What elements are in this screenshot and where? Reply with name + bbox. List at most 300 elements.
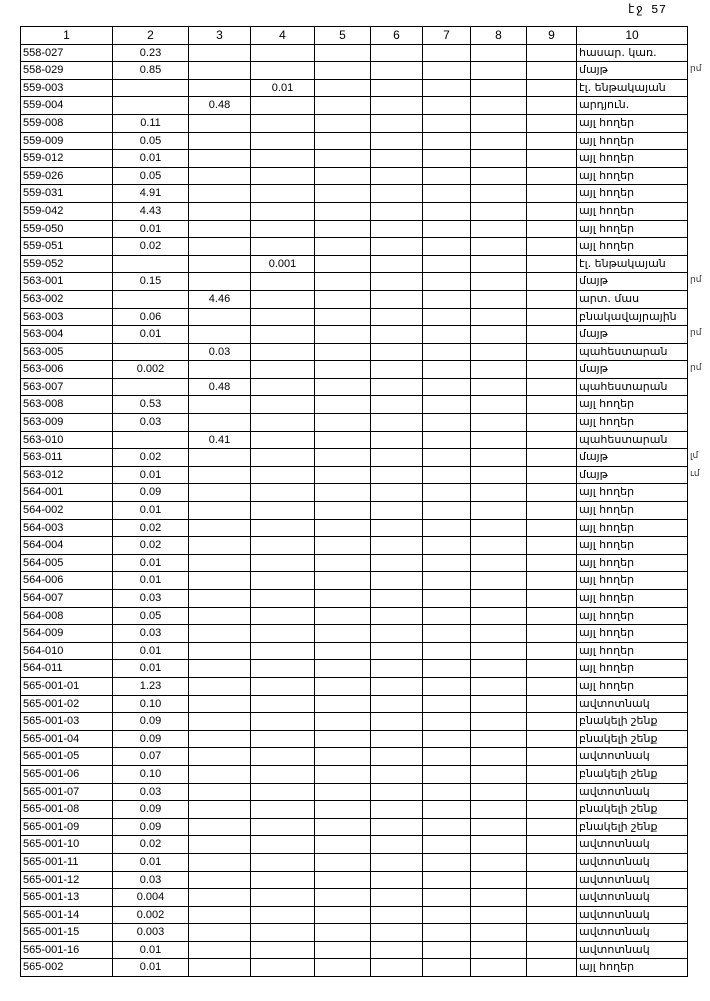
area-cell-col-3: 0.48 — [189, 97, 251, 115]
area-cell-col-3 — [189, 783, 251, 801]
area-cell-col-7 — [423, 730, 471, 748]
area-cell-col-8 — [471, 484, 527, 502]
area-cell-col-8 — [471, 924, 527, 942]
land-use-cell: ավտոտնակ — [577, 783, 688, 801]
area-cell-col-3 — [189, 114, 251, 132]
area-cell-col-9 — [527, 273, 577, 291]
area-cell-col-5 — [315, 466, 371, 484]
area-cell-col-3 — [189, 625, 251, 643]
area-cell-col-6 — [371, 713, 423, 731]
area-cell-col-7 — [423, 748, 471, 766]
area-cell-col-6 — [371, 44, 423, 62]
area-cell-col-4: 0.001 — [251, 255, 315, 273]
land-use-cell: այլ հողեր — [577, 150, 688, 168]
land-use-cell: այլ հողեր — [577, 238, 688, 256]
area-cell-col-6 — [371, 414, 423, 432]
area-cell-col-5 — [315, 748, 371, 766]
area-cell-col-4 — [251, 326, 315, 344]
margin-annotation: րմ — [690, 64, 702, 74]
parcel-code-cell: 563-010 — [21, 431, 113, 449]
area-cell-col-7 — [423, 765, 471, 783]
table-row — [21, 220, 688, 238]
area-cell-col-3 — [189, 185, 251, 203]
area-cell-col-3 — [189, 519, 251, 537]
area-cell-col-4 — [251, 695, 315, 713]
land-use-cell: այլ հողեր — [577, 590, 688, 608]
area-cell-col-8 — [471, 677, 527, 695]
area-cell-col-2: 0.05 — [113, 132, 189, 150]
area-cell-col-9 — [527, 114, 577, 132]
area-cell-col-5 — [315, 871, 371, 889]
land-use-cell: այլ հողեր — [577, 132, 688, 150]
area-cell-col-9 — [527, 290, 577, 308]
land-use-cell: ավտոտնակ — [577, 889, 688, 907]
column-header-10: 10 — [577, 27, 688, 45]
area-cell-col-3 — [189, 167, 251, 185]
area-cell-col-9 — [527, 449, 577, 467]
area-cell-col-4 — [251, 836, 315, 854]
column-header-6: 6 — [371, 27, 423, 45]
table-row — [21, 185, 688, 203]
area-cell-col-5 — [315, 519, 371, 537]
parcel-code-cell: 565-001-09 — [21, 818, 113, 836]
area-cell-col-5 — [315, 97, 371, 115]
area-cell-col-7 — [423, 713, 471, 731]
area-cell-col-4 — [251, 220, 315, 238]
area-cell-col-3: 0.03 — [189, 343, 251, 361]
land-use-cell: հասար. կառ. — [577, 44, 688, 62]
area-cell-col-3 — [189, 836, 251, 854]
area-cell-col-7 — [423, 625, 471, 643]
area-cell-col-6 — [371, 554, 423, 572]
area-cell-col-7 — [423, 202, 471, 220]
land-use-cell: այլ հողեր — [577, 677, 688, 695]
parcel-code-cell: 563-009 — [21, 414, 113, 432]
parcel-code-cell: 565-001-14 — [21, 906, 113, 924]
table-row — [21, 871, 688, 889]
column-header-4: 4 — [251, 27, 315, 45]
area-cell-col-4 — [251, 713, 315, 731]
area-cell-col-8 — [471, 853, 527, 871]
parcel-code-cell: 564-001 — [21, 484, 113, 502]
parcel-code-cell: 565-001-05 — [21, 748, 113, 766]
area-cell-col-3 — [189, 62, 251, 80]
area-cell-col-7 — [423, 484, 471, 502]
area-cell-col-5 — [315, 396, 371, 414]
table-row — [21, 361, 688, 379]
area-cell-col-9 — [527, 502, 577, 520]
area-cell-col-7 — [423, 801, 471, 819]
area-cell-col-9 — [527, 765, 577, 783]
land-use-cell: բնակելի շենք — [577, 713, 688, 731]
margin-annotation: րմ — [690, 363, 702, 373]
area-cell-col-3 — [189, 748, 251, 766]
header-row — [21, 27, 688, 45]
area-cell-col-9 — [527, 326, 577, 344]
area-cell-col-3 — [189, 484, 251, 502]
area-cell-col-4 — [251, 466, 315, 484]
area-cell-col-3 — [189, 765, 251, 783]
table-row — [21, 414, 688, 432]
area-cell-col-7 — [423, 97, 471, 115]
parcel-code-cell: 565-002 — [21, 959, 113, 977]
area-cell-col-5 — [315, 889, 371, 907]
parcel-code-cell: 565-001-02 — [21, 695, 113, 713]
area-cell-col-2: 0.01 — [113, 220, 189, 238]
area-cell-col-6 — [371, 748, 423, 766]
area-cell-col-6 — [371, 730, 423, 748]
table-row — [21, 132, 688, 150]
area-cell-col-4 — [251, 871, 315, 889]
area-cell-col-4 — [251, 906, 315, 924]
area-cell-col-2: 0.01 — [113, 660, 189, 678]
area-cell-col-6 — [371, 590, 423, 608]
land-use-cell: արտ. մաս — [577, 290, 688, 308]
area-cell-col-7 — [423, 677, 471, 695]
column-header-8: 8 — [471, 27, 527, 45]
area-cell-col-5 — [315, 167, 371, 185]
area-cell-col-4 — [251, 765, 315, 783]
area-cell-col-4 — [251, 959, 315, 977]
area-cell-col-4 — [251, 114, 315, 132]
area-cell-col-7 — [423, 167, 471, 185]
area-cell-col-6 — [371, 361, 423, 379]
area-cell-col-6 — [371, 660, 423, 678]
area-cell-col-5 — [315, 484, 371, 502]
area-cell-col-7 — [423, 853, 471, 871]
area-cell-col-2: 0.15 — [113, 273, 189, 291]
area-cell-col-8 — [471, 273, 527, 291]
area-cell-col-2: 0.01 — [113, 959, 189, 977]
area-cell-col-2: 0.10 — [113, 695, 189, 713]
area-cell-col-9 — [527, 677, 577, 695]
area-cell-col-9 — [527, 959, 577, 977]
parcel-code-cell: 565-001-13 — [21, 889, 113, 907]
column-header-2: 2 — [113, 27, 189, 45]
area-cell-col-3 — [189, 853, 251, 871]
parcel-code-cell: 564-009 — [21, 625, 113, 643]
area-cell-col-7 — [423, 361, 471, 379]
area-cell-col-6 — [371, 889, 423, 907]
area-cell-col-7 — [423, 132, 471, 150]
area-cell-col-9 — [527, 642, 577, 660]
area-cell-col-8 — [471, 959, 527, 977]
area-cell-col-8 — [471, 906, 527, 924]
area-cell-col-5 — [315, 572, 371, 590]
area-cell-col-8 — [471, 713, 527, 731]
table-row — [21, 765, 688, 783]
area-cell-col-7 — [423, 396, 471, 414]
area-cell-col-4 — [251, 396, 315, 414]
table-row — [21, 114, 688, 132]
area-cell-col-9 — [527, 695, 577, 713]
area-cell-col-9 — [527, 308, 577, 326]
area-cell-col-4 — [251, 677, 315, 695]
area-cell-col-3 — [189, 730, 251, 748]
table-row — [21, 730, 688, 748]
area-cell-col-2: 0.003 — [113, 924, 189, 942]
area-cell-col-6 — [371, 519, 423, 537]
area-cell-col-7 — [423, 836, 471, 854]
area-cell-col-6 — [371, 167, 423, 185]
land-use-cell: ավտոտնակ — [577, 836, 688, 854]
area-cell-col-5 — [315, 326, 371, 344]
area-cell-col-2: 0.01 — [113, 466, 189, 484]
table-row — [21, 537, 688, 555]
area-cell-col-8 — [471, 308, 527, 326]
area-cell-col-7 — [423, 79, 471, 97]
area-cell-col-5 — [315, 853, 371, 871]
area-cell-col-8 — [471, 431, 527, 449]
area-cell-col-8 — [471, 519, 527, 537]
area-cell-col-7 — [423, 572, 471, 590]
area-cell-col-3 — [189, 660, 251, 678]
area-cell-col-4 — [251, 590, 315, 608]
land-use-cell: բնակելի շենք — [577, 801, 688, 819]
parcel-code-cell: 563-011 — [21, 449, 113, 467]
parcel-code-cell: 565-001-15 — [21, 924, 113, 942]
parcel-code-cell: 563-006 — [21, 361, 113, 379]
area-cell-col-2: 0.03 — [113, 783, 189, 801]
area-cell-col-6 — [371, 378, 423, 396]
table-row — [21, 150, 688, 168]
area-cell-col-9 — [527, 537, 577, 555]
area-cell-col-8 — [471, 167, 527, 185]
area-cell-col-2: 0.01 — [113, 554, 189, 572]
area-cell-col-9 — [527, 431, 577, 449]
parcel-code-cell: 564-008 — [21, 607, 113, 625]
area-cell-col-8 — [471, 414, 527, 432]
parcel-code-cell: 563-003 — [21, 308, 113, 326]
area-cell-col-2: 0.03 — [113, 414, 189, 432]
land-use-cell: բնակելի շենք — [577, 818, 688, 836]
column-header-5: 5 — [315, 27, 371, 45]
area-cell-col-5 — [315, 185, 371, 203]
area-cell-col-2: 0.002 — [113, 361, 189, 379]
area-cell-col-6 — [371, 677, 423, 695]
parcel-code-cell: 559-026 — [21, 167, 113, 185]
area-cell-col-9 — [527, 238, 577, 256]
parcel-code-cell: 563-004 — [21, 326, 113, 344]
area-cell-col-2: 0.01 — [113, 941, 189, 959]
table-row — [21, 660, 688, 678]
parcel-code-cell: 559-050 — [21, 220, 113, 238]
area-cell-col-4 — [251, 132, 315, 150]
table-row — [21, 519, 688, 537]
area-cell-col-5 — [315, 695, 371, 713]
table-row — [21, 238, 688, 256]
area-cell-col-8 — [471, 871, 527, 889]
table-row — [21, 273, 688, 291]
area-cell-col-4 — [251, 431, 315, 449]
area-cell-col-5 — [315, 959, 371, 977]
area-cell-col-7 — [423, 871, 471, 889]
table-row — [21, 62, 688, 80]
area-cell-col-3 — [189, 642, 251, 660]
parcel-code-cell: 564-004 — [21, 537, 113, 555]
land-use-cell: մայթ — [577, 62, 688, 80]
area-cell-col-2: 0.002 — [113, 906, 189, 924]
parcel-code-cell: 564-011 — [21, 660, 113, 678]
area-cell-col-6 — [371, 449, 423, 467]
land-use-cell: այլ հողեր — [577, 519, 688, 537]
area-cell-col-9 — [527, 801, 577, 819]
area-cell-col-4 — [251, 889, 315, 907]
column-header-7: 7 — [423, 27, 471, 45]
table-row — [21, 836, 688, 854]
area-cell-col-5 — [315, 924, 371, 942]
area-cell-col-4 — [251, 361, 315, 379]
area-cell-col-3 — [189, 607, 251, 625]
area-cell-col-2: 0.02 — [113, 537, 189, 555]
area-cell-col-8 — [471, 220, 527, 238]
area-cell-col-2: 0.02 — [113, 238, 189, 256]
area-cell-col-4 — [251, 818, 315, 836]
area-cell-col-4 — [251, 730, 315, 748]
area-cell-col-6 — [371, 924, 423, 942]
area-cell-col-9 — [527, 396, 577, 414]
area-cell-col-7 — [423, 308, 471, 326]
table-row — [21, 783, 688, 801]
table-row — [21, 502, 688, 520]
area-cell-col-8 — [471, 818, 527, 836]
area-cell-col-6 — [371, 255, 423, 273]
area-cell-col-3 — [189, 924, 251, 942]
area-cell-col-2: 0.03 — [113, 625, 189, 643]
table-row — [21, 677, 688, 695]
parcel-code-cell: 564-002 — [21, 502, 113, 520]
area-cell-col-5 — [315, 431, 371, 449]
area-cell-col-5 — [315, 713, 371, 731]
area-cell-col-3 — [189, 590, 251, 608]
table-row — [21, 889, 688, 907]
area-cell-col-7 — [423, 783, 471, 801]
area-cell-col-8 — [471, 238, 527, 256]
parcel-code-cell: 563-007 — [21, 378, 113, 396]
area-cell-col-9 — [527, 62, 577, 80]
area-cell-col-5 — [315, 818, 371, 836]
area-cell-col-4 — [251, 748, 315, 766]
area-cell-col-7 — [423, 959, 471, 977]
area-cell-col-8 — [471, 79, 527, 97]
area-cell-col-2: 4.91 — [113, 185, 189, 203]
area-cell-col-5 — [315, 361, 371, 379]
area-cell-col-6 — [371, 484, 423, 502]
table-row — [21, 748, 688, 766]
parcel-code-cell: 559-031 — [21, 185, 113, 203]
area-cell-col-4 — [251, 625, 315, 643]
land-use-cell: այլ հողեր — [577, 572, 688, 590]
area-cell-col-3: 0.41 — [189, 431, 251, 449]
land-use-cell: այլ հողեր — [577, 537, 688, 555]
area-cell-col-6 — [371, 220, 423, 238]
land-use-cell: այլ հողեր — [577, 660, 688, 678]
area-cell-col-7 — [423, 660, 471, 678]
parcel-code-cell: 565-001-12 — [21, 871, 113, 889]
area-cell-col-8 — [471, 132, 527, 150]
area-cell-col-8 — [471, 554, 527, 572]
margin-annotation: ւմ — [690, 469, 700, 479]
parcel-code-cell: 565-001-10 — [21, 836, 113, 854]
area-cell-col-2: 0.09 — [113, 484, 189, 502]
area-cell-col-9 — [527, 132, 577, 150]
area-cell-col-7 — [423, 378, 471, 396]
area-cell-col-6 — [371, 941, 423, 959]
area-cell-col-7 — [423, 414, 471, 432]
parcel-code-cell: 564-003 — [21, 519, 113, 537]
area-cell-col-3 — [189, 466, 251, 484]
area-cell-col-9 — [527, 607, 577, 625]
land-use-cell: մայթ — [577, 449, 688, 467]
land-use-cell: մայթ — [577, 466, 688, 484]
area-cell-col-3 — [189, 308, 251, 326]
margin-annotation: րմ — [690, 328, 702, 338]
column-header-9: 9 — [527, 27, 577, 45]
table-row — [21, 607, 688, 625]
area-cell-col-7 — [423, 150, 471, 168]
table-row — [21, 431, 688, 449]
area-cell-col-8 — [471, 150, 527, 168]
area-cell-col-8 — [471, 44, 527, 62]
area-cell-col-5 — [315, 642, 371, 660]
area-cell-col-2: 0.01 — [113, 502, 189, 520]
area-cell-col-6 — [371, 185, 423, 203]
area-cell-col-9 — [527, 414, 577, 432]
area-cell-col-9 — [527, 378, 577, 396]
area-cell-col-4 — [251, 414, 315, 432]
area-cell-col-7 — [423, 906, 471, 924]
area-cell-col-5 — [315, 449, 371, 467]
area-cell-col-5 — [315, 906, 371, 924]
land-use-cell: այլ հողեր — [577, 959, 688, 977]
area-cell-col-5 — [315, 202, 371, 220]
area-cell-col-4 — [251, 607, 315, 625]
area-cell-col-8 — [471, 537, 527, 555]
area-cell-col-8 — [471, 343, 527, 361]
area-cell-col-3: 4.46 — [189, 290, 251, 308]
land-use-cell: պահեստարան — [577, 343, 688, 361]
table-row — [21, 713, 688, 731]
area-cell-col-9 — [527, 519, 577, 537]
area-cell-col-7 — [423, 273, 471, 291]
area-cell-col-9 — [527, 343, 577, 361]
area-cell-col-5 — [315, 941, 371, 959]
area-cell-col-6 — [371, 343, 423, 361]
area-cell-col-6 — [371, 853, 423, 871]
area-cell-col-3 — [189, 502, 251, 520]
area-cell-col-6 — [371, 97, 423, 115]
table-row — [21, 466, 688, 484]
area-cell-col-9 — [527, 255, 577, 273]
area-cell-col-6 — [371, 466, 423, 484]
land-use-cell: բնակելի շենք — [577, 730, 688, 748]
table-row — [21, 343, 688, 361]
area-cell-col-5 — [315, 660, 371, 678]
area-cell-col-7 — [423, 590, 471, 608]
area-cell-col-2: 0.10 — [113, 765, 189, 783]
area-cell-col-9 — [527, 185, 577, 203]
area-cell-col-5 — [315, 625, 371, 643]
area-cell-col-7 — [423, 185, 471, 203]
area-cell-col-9 — [527, 466, 577, 484]
area-cell-col-8 — [471, 114, 527, 132]
area-cell-col-3 — [189, 537, 251, 555]
area-cell-col-8 — [471, 836, 527, 854]
area-cell-col-5 — [315, 343, 371, 361]
area-cell-col-9 — [527, 906, 577, 924]
area-cell-col-8 — [471, 255, 527, 273]
area-cell-col-4 — [251, 202, 315, 220]
